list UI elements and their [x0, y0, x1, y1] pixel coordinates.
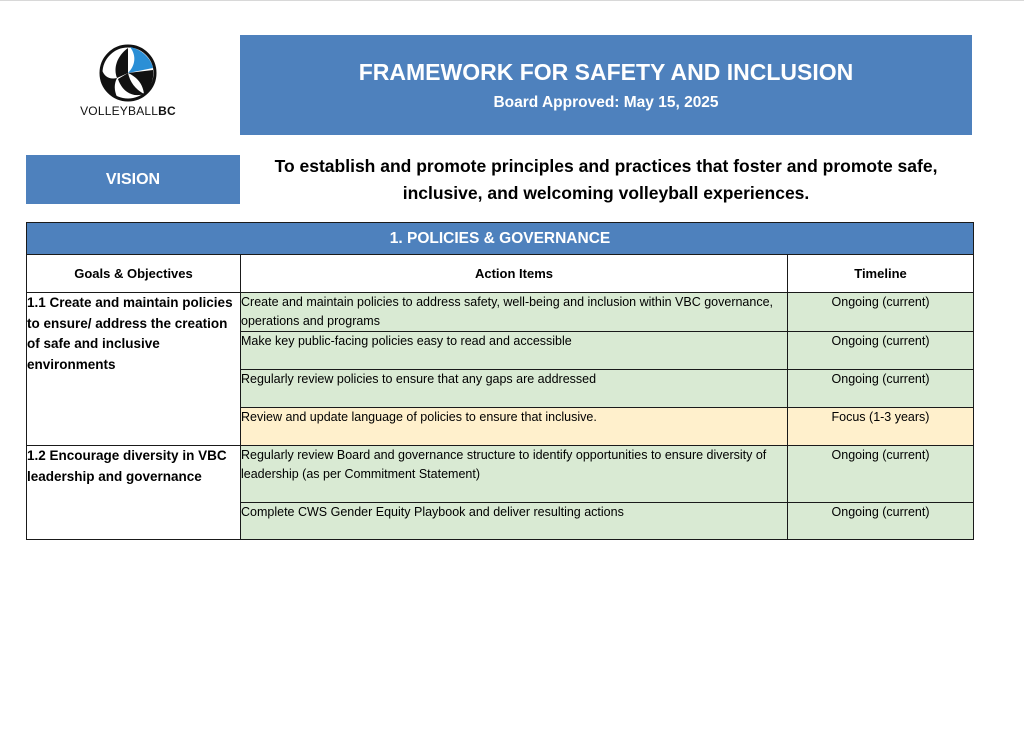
header-banner	[240, 35, 972, 135]
timeline-cell: Focus (1-3 years)	[788, 408, 974, 446]
column-header-timeline: Timeline	[788, 255, 974, 293]
goal-1-2: 1.2 Encourage diversity in VBC leadership and governance	[27, 446, 241, 540]
timeline-cell: Ongoing (current)	[788, 370, 974, 408]
logo-wordmark: VOLLEYBALLBC	[80, 104, 176, 118]
approval-date: Board Approved: May 15, 2025	[493, 94, 719, 111]
column-header-actions: Action Items	[241, 255, 788, 293]
vision-label: VISION	[26, 155, 240, 204]
table-row	[27, 446, 974, 503]
framework-table	[26, 222, 974, 540]
action-item: Create and maintain policies to address safety, well-being and inclusion within VBC governance, operations and programs	[241, 293, 788, 332]
section-header-row	[27, 223, 974, 255]
page-title: FRAMEWORK FOR SAFETY AND INCLUSION	[358, 59, 854, 85]
timeline-cell: Ongoing (current)	[788, 293, 974, 332]
goal-1-1: 1.1 Create and maintain policies to ensure/ address the creation of safe and inclusive environments	[27, 293, 241, 446]
action-item: Regularly review Board and governance structure to identify opportunities to ensure diversity of leadership (as per Commitment Statement)	[241, 446, 788, 503]
page-top-rule	[0, 0, 1024, 1]
section-title: 1. POLICIES & GOVERNANCE	[27, 223, 974, 255]
timeline-cell: Ongoing (current)	[788, 332, 974, 370]
vision-statement: To establish and promote principles and practices that foster and promote safe, inclusive, and welcoming volleyball experiences.	[274, 156, 938, 203]
column-header-row	[27, 255, 974, 293]
timeline-cell: Ongoing (current)	[788, 503, 974, 540]
action-item: Complete CWS Gender Equity Playbook and deliver resulting actions	[241, 503, 788, 540]
volleyball-bc-logo	[72, 44, 184, 122]
timeline-cell: Ongoing (current)	[788, 446, 974, 503]
volleyball-icon	[99, 44, 157, 102]
action-item: Make key public-facing policies easy to read and accessible	[241, 332, 788, 370]
column-header-goals: Goals & Objectives	[27, 255, 241, 293]
action-item: Review and update language of policies to ensure that inclusive.	[241, 408, 788, 446]
table-row	[27, 293, 974, 332]
action-item: Regularly review policies to ensure that any gaps are addressed	[241, 370, 788, 408]
